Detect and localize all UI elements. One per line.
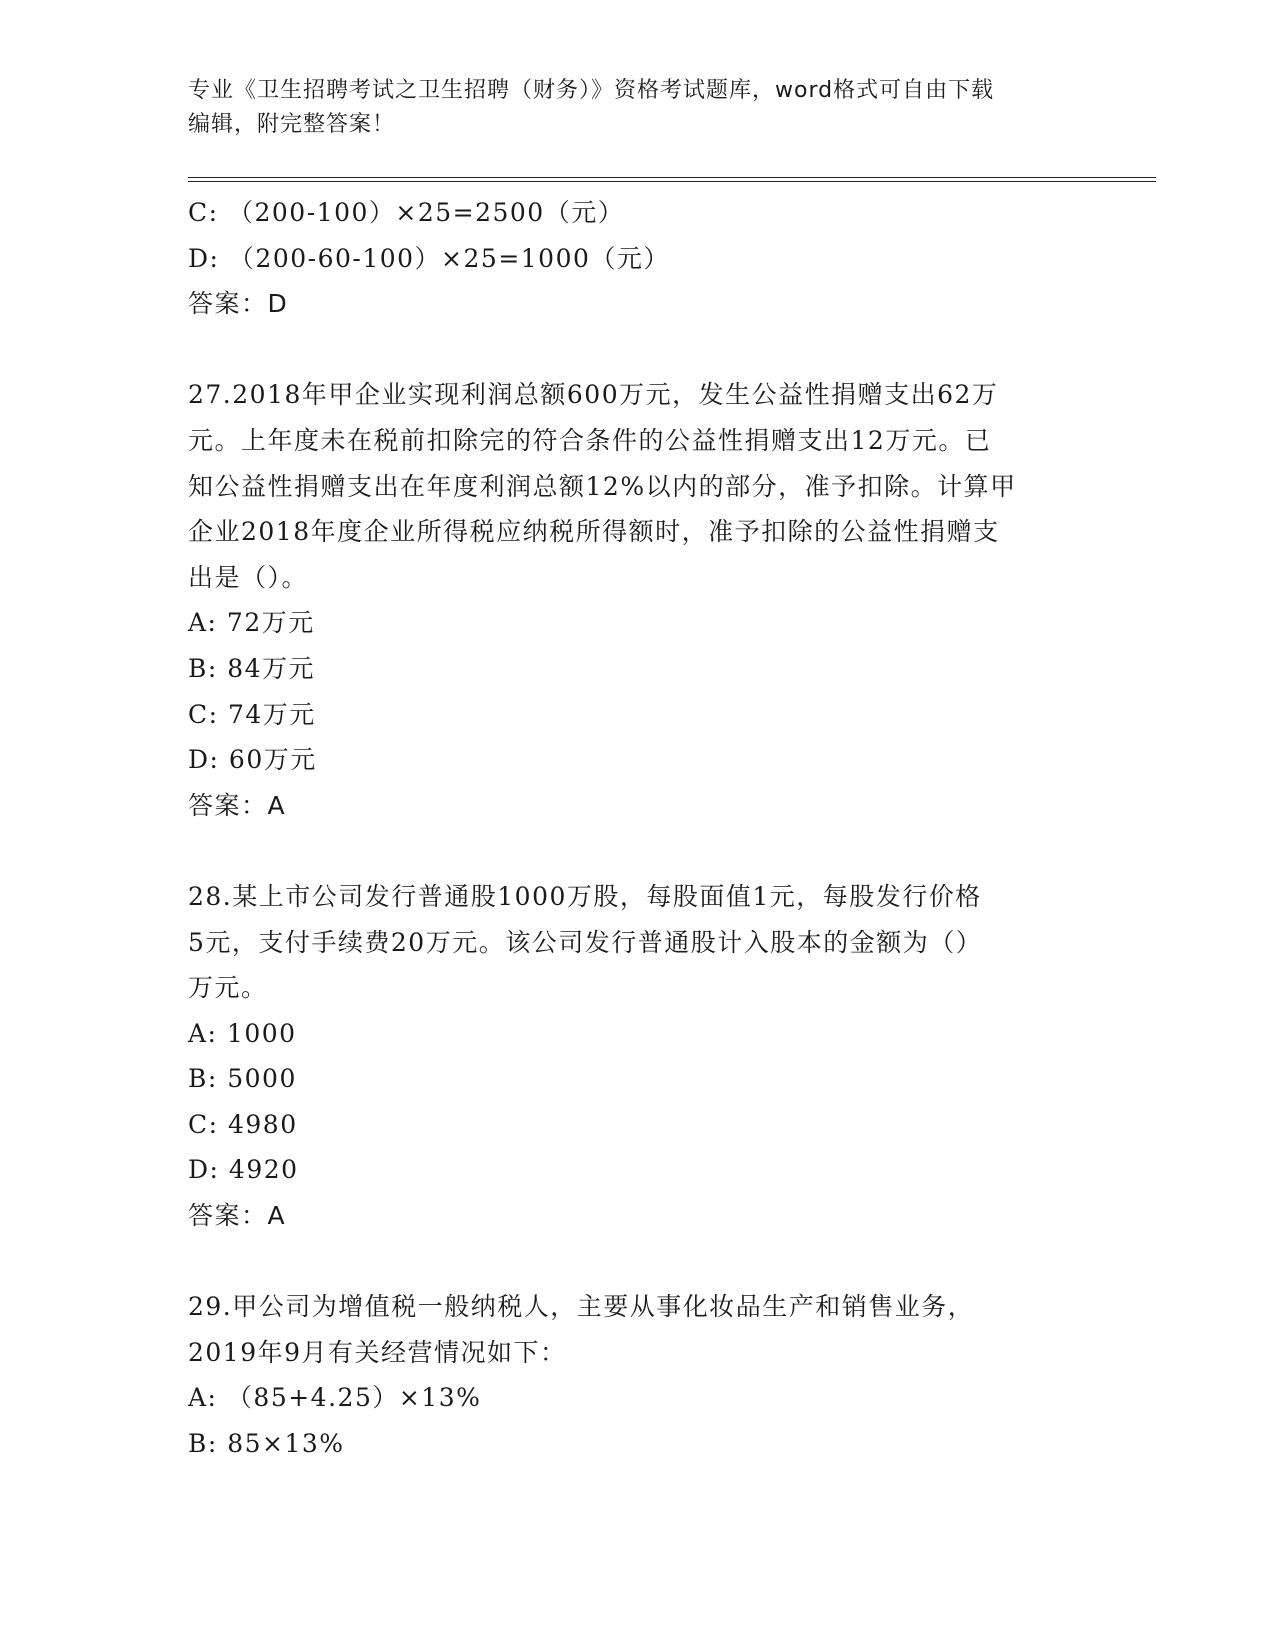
question-text-line: 27.2018年甲企业实现利润总额600万元，发生公益性捐赠支出62万 xyxy=(188,380,999,410)
option-b: B: 85×13% xyxy=(188,1429,345,1459)
option-b: B: 5000 xyxy=(188,1064,297,1094)
question-29 xyxy=(188,1284,1088,1466)
answer: 答案：A xyxy=(188,1201,287,1231)
question-text-line: 2019年9月有关经营情况如下： xyxy=(188,1337,567,1367)
header-line-1: 专业《卫生招聘考试之卫生招聘（财务）》资格考试题库，word格式可自由下载 xyxy=(188,78,995,103)
question-text-line: 企业2018年度企业所得税应纳税所得额时，准予扣除的公益性捐赠支 xyxy=(188,517,1000,547)
question-text-line: 万元。 xyxy=(188,973,268,1003)
option-a: A: 72万元 xyxy=(188,608,315,638)
option-b: B: 84万元 xyxy=(188,653,316,683)
question-26-tail xyxy=(188,190,1088,327)
option-c: C: 4980 xyxy=(188,1109,298,1139)
question-text-line: 出是（）。 xyxy=(188,562,309,592)
document-header xyxy=(188,74,1088,142)
option-a: A: 1000 xyxy=(188,1018,297,1048)
option-d: D: （200-60-100）×25=1000（元） xyxy=(188,243,670,273)
question-28 xyxy=(188,874,1088,1239)
answer: 答案：A xyxy=(188,790,287,820)
header-rule-top xyxy=(188,177,1156,178)
question-text-line: 28.某上市公司发行普通股1000万股，每股面值1元，每股发行价格 xyxy=(188,881,982,911)
option-a: A: （85+4.25）×13% xyxy=(188,1383,482,1413)
option-d: D: 4920 xyxy=(188,1155,299,1185)
question-27 xyxy=(188,372,1088,828)
question-text-line: 知公益性捐赠支出在年度利润总额12%以内的部分，准予扣除。计算甲 xyxy=(188,471,1017,501)
option-c: C: 74万元 xyxy=(188,699,316,729)
option-d: D: 60万元 xyxy=(188,745,317,775)
header-rule-bottom xyxy=(188,181,1156,182)
document-body xyxy=(188,190,1088,1467)
answer: 答案：D xyxy=(188,289,289,319)
option-c: C: （200-100）×25=2500（元） xyxy=(188,198,625,227)
question-text-line: 元。上年度未在税前扣除完的符合条件的公益性捐赠支出12万元。已 xyxy=(188,425,992,455)
question-text-line: 29.甲公司为增值税一般纳税人，主要从事化妆品生产和销售业务， xyxy=(188,1292,975,1322)
question-text-line: 5元，支付手续费20万元。该公司发行普通股计入股本的金额为（） xyxy=(188,927,983,957)
header-line-2: 编辑，附完整答案！ xyxy=(188,112,396,137)
